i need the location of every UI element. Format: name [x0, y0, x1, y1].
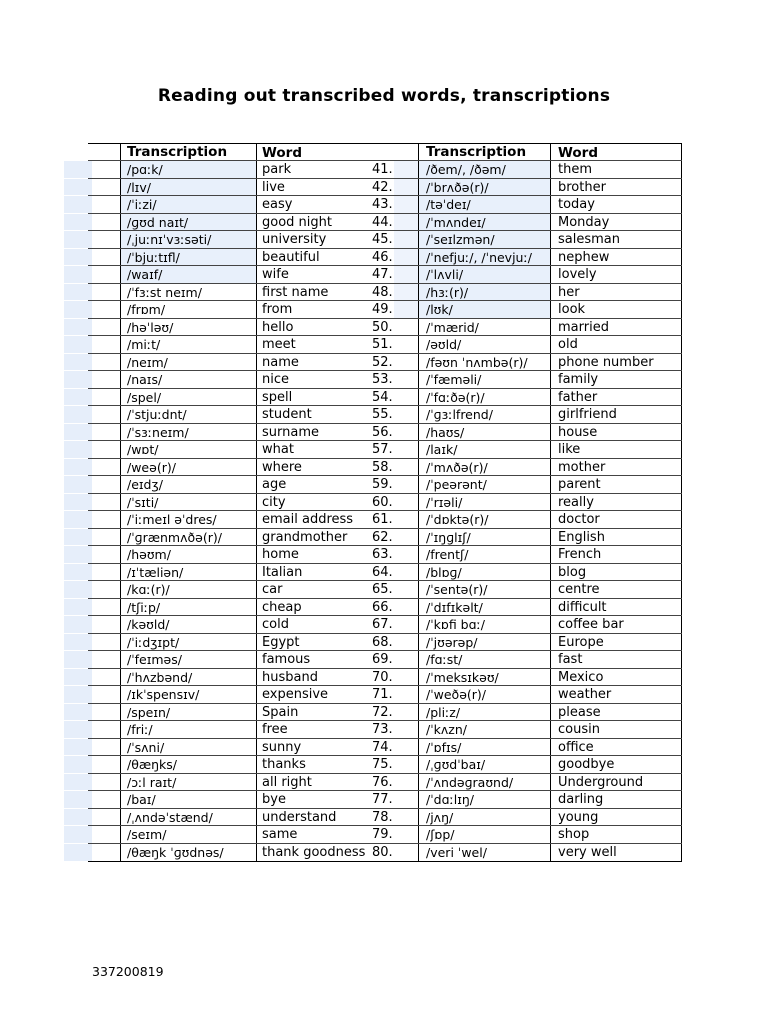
word-cell: goodbye — [550, 756, 682, 773]
word-cell: same — [256, 826, 396, 843]
left-number-cell — [88, 791, 120, 808]
table-header-row — [88, 144, 682, 161]
word-cell: car — [256, 581, 396, 598]
row-number: 65. — [372, 582, 393, 597]
word-cell: what — [256, 441, 396, 458]
transcription-cell: /friː/ — [120, 721, 256, 738]
table-row — [88, 634, 682, 652]
transcription-header-left: Transcription — [120, 144, 256, 160]
transcription-cell: /ˈseɪlzmən/ — [418, 231, 550, 248]
table-row — [88, 319, 682, 337]
left-number-cell — [88, 459, 120, 476]
word-cell: her — [550, 284, 682, 301]
left-number-cell — [88, 826, 120, 843]
word-cell: city — [256, 494, 396, 511]
word-cell: phone number — [550, 354, 682, 371]
row-number: 66. — [372, 599, 393, 615]
word-cell: today — [550, 196, 682, 213]
row-number: 63. — [372, 547, 393, 562]
word-cell: Egypt — [256, 634, 396, 651]
row-number: 56. — [372, 424, 393, 440]
word-cell: first name — [256, 284, 396, 301]
transcription-cell: /fɑːst/ — [418, 651, 550, 668]
table-row — [88, 179, 682, 197]
word-cell: wife — [256, 266, 396, 283]
row-number: 69. — [372, 652, 393, 667]
word-cell: student — [256, 406, 396, 423]
transcription-cell: /ˈpeərənt/ — [418, 476, 550, 493]
row-number: 67. — [372, 617, 393, 632]
word-cell: all right — [256, 774, 396, 791]
row-number: 76. — [372, 774, 393, 790]
word-cell: really — [550, 494, 682, 511]
transcription-cell: /ˈmærid/ — [418, 319, 550, 336]
row-number: 46. — [372, 249, 393, 265]
transcription-cell: /miːt/ — [120, 336, 256, 353]
left-number-cell — [88, 494, 120, 511]
word-cell: shop — [550, 826, 682, 843]
table-row — [88, 739, 682, 757]
word-header-left: Word — [256, 144, 396, 160]
row-number: 79. — [372, 827, 393, 842]
left-number-cell — [88, 371, 120, 388]
word-cell: thanks — [256, 756, 396, 773]
word-cell: Mexico — [550, 669, 682, 686]
transcription-cell: /ˈnefjuː/, /ˈnevjuː/ — [418, 249, 550, 266]
word-cell: French — [550, 546, 682, 563]
row-number: 64. — [372, 564, 393, 580]
table-row — [88, 599, 682, 617]
transcription-cell: /ˈbjuːtɪfl/ — [120, 249, 256, 266]
row-number: 51. — [372, 337, 393, 352]
row-number: 42. — [372, 179, 393, 195]
row-number: 52. — [372, 354, 393, 370]
table-row — [88, 791, 682, 809]
transcription-cell: /ɪˈtæliən/ — [120, 564, 256, 581]
left-number-cell — [88, 424, 120, 441]
word-cell: mother — [550, 459, 682, 476]
transcription-cell: /ˈweðə(r)/ — [418, 686, 550, 703]
left-number-cell — [88, 634, 120, 651]
table-row — [88, 441, 682, 459]
transcription-cell: /spel/ — [120, 389, 256, 406]
row-number: 80. — [372, 844, 393, 860]
left-number-cell — [88, 249, 120, 266]
word-cell: old — [550, 336, 682, 353]
word-cell: young — [550, 809, 682, 826]
table-row — [88, 301, 682, 319]
word-cell: free — [256, 721, 396, 738]
word-cell: thank goodness — [256, 844, 396, 862]
word-cell: very well — [550, 844, 682, 862]
table-row — [88, 284, 682, 302]
table-row — [88, 459, 682, 477]
transcription-cell: /ˈiːmeɪl əˈdres/ — [120, 511, 256, 528]
table-row — [88, 564, 682, 582]
word-cell: look — [550, 301, 682, 318]
transcription-cell: /baɪ/ — [120, 791, 256, 808]
row-number: 68. — [372, 634, 393, 650]
word-cell: name — [256, 354, 396, 371]
transcription-cell: /ˈfæməli/ — [418, 371, 550, 388]
word-cell: office — [550, 739, 682, 756]
left-number-cell — [88, 546, 120, 563]
table-row — [88, 704, 682, 722]
word-cell: university — [256, 231, 396, 248]
left-number-cell — [88, 774, 120, 791]
page-title: Reading out transcribed words, transcriptions — [157, 86, 611, 106]
word-cell: brother — [550, 179, 682, 196]
word-cell: sunny — [256, 739, 396, 756]
left-number-cell — [88, 389, 120, 406]
word-cell: centre — [550, 581, 682, 598]
word-cell: lovely — [550, 266, 682, 283]
left-number-cell — [88, 196, 120, 213]
table-row — [88, 686, 682, 704]
transcription-cell: /frentʃ/ — [418, 546, 550, 563]
left-number-cell — [88, 284, 120, 301]
table-row — [88, 249, 682, 267]
left-number-cell — [88, 756, 120, 773]
transcription-cell: /ˈiːzi/ — [120, 196, 256, 213]
transcription-cell: /fəʊn ˈnʌmbə(r)/ — [418, 354, 550, 371]
transcription-cell: /ˈdɪfɪkəlt/ — [418, 599, 550, 616]
row-number: 77. — [372, 792, 393, 807]
left-number-cell — [88, 266, 120, 283]
transcription-cell: /ˈɒfɪs/ — [418, 739, 550, 756]
transcription-cell: /ɪkˈspensɪv/ — [120, 686, 256, 703]
word-cell: blog — [550, 564, 682, 581]
word-cell: married — [550, 319, 682, 336]
left-number-cell — [88, 599, 120, 616]
row-number: 62. — [372, 529, 393, 545]
transcription-cell: /blɒɡ/ — [418, 564, 550, 581]
word-cell: nice — [256, 371, 396, 388]
transcription-cell: /θæŋk ˈɡʊdnəs/ — [120, 844, 256, 862]
row-number: 47. — [372, 267, 393, 282]
transcription-cell: /θæŋks/ — [120, 756, 256, 773]
transcription-cell: /ˌʌndəˈstænd/ — [120, 809, 256, 826]
word-cell: like — [550, 441, 682, 458]
word-cell: easy — [256, 196, 396, 213]
table-row — [88, 214, 682, 232]
row-number: 54. — [372, 389, 393, 405]
word-cell: cousin — [550, 721, 682, 738]
table-row — [88, 616, 682, 634]
row-number: 71. — [372, 687, 393, 702]
transcription-cell: /laɪk/ — [418, 441, 550, 458]
transcription-cell: /veri ˈwel/ — [418, 844, 550, 862]
row-number: 74. — [372, 739, 393, 755]
word-cell: where — [256, 459, 396, 476]
table-row — [88, 721, 682, 739]
transcription-cell: /ʃɒp/ — [418, 826, 550, 843]
row-number: 48. — [372, 284, 393, 300]
transcription-cell: /naɪs/ — [120, 371, 256, 388]
transcription-cell: /ˈsentə(r)/ — [418, 581, 550, 598]
table-row — [88, 844, 682, 862]
word-cell: English — [550, 529, 682, 546]
word-cell: live — [256, 179, 396, 196]
word-cell: bye — [256, 791, 396, 808]
left-number-cell — [88, 581, 120, 598]
transcription-cell: /ˈlʌvli/ — [418, 266, 550, 283]
transcription-cell: /ˈfɑːðə(r)/ — [418, 389, 550, 406]
transcription-cell: /ˌjuːnɪˈvɜːsəti/ — [120, 231, 256, 248]
transcription-cell: /lɪv/ — [120, 179, 256, 196]
left-number-cell — [88, 686, 120, 703]
row-number: 44. — [372, 214, 393, 230]
transcription-cell: /ɔːl raɪt/ — [120, 774, 256, 791]
transcription-cell: /ˈmʌðə(r)/ — [418, 459, 550, 476]
transcription-cell: /ˈɪŋɡlɪʃ/ — [418, 529, 550, 546]
left-number-cell — [88, 564, 120, 581]
transcription-cell: /ɡʊd naɪt/ — [120, 214, 256, 231]
transcription-cell: /ˈrɪəli/ — [418, 494, 550, 511]
word-cell: beautiful — [256, 249, 396, 266]
transcription-cell: /kəʊld/ — [120, 616, 256, 633]
transcription-cell: /speɪn/ — [120, 704, 256, 721]
transcription-cell: /ˈhʌzbənd/ — [120, 669, 256, 686]
transcription-cell: /ˈʌndəɡraʊnd/ — [418, 774, 550, 791]
word-cell: father — [550, 389, 682, 406]
vocabulary-table — [88, 143, 682, 862]
table-row — [88, 756, 682, 774]
word-cell: spell — [256, 389, 396, 406]
left-number-cell — [88, 441, 120, 458]
word-cell: email address — [256, 511, 396, 528]
word-cell: hello — [256, 319, 396, 336]
transcription-cell: /həˈləʊ/ — [120, 319, 256, 336]
left-number-cell — [88, 511, 120, 528]
left-number-header — [88, 144, 120, 160]
document-id: 337200819 — [92, 964, 164, 979]
word-cell: grandmother — [256, 529, 396, 546]
word-cell: Europe — [550, 634, 682, 651]
table-row — [88, 669, 682, 687]
transcription-cell: /pliːz/ — [418, 704, 550, 721]
row-number: 45. — [372, 232, 393, 247]
left-number-cell — [88, 179, 120, 196]
row-number: 55. — [372, 407, 393, 422]
transcription-cell: /ˈjʊərəp/ — [418, 634, 550, 651]
word-cell: park — [256, 161, 396, 178]
left-number-cell — [88, 529, 120, 546]
word-cell: meet — [256, 336, 396, 353]
transcription-cell: /hɜː(r)/ — [418, 284, 550, 301]
table-row — [88, 371, 682, 389]
transcription-cell: /ˈiːdʒɪpt/ — [120, 634, 256, 651]
word-cell: them — [550, 161, 682, 178]
row-number: 75. — [372, 757, 393, 772]
transcription-cell: /ˈkʌzn/ — [418, 721, 550, 738]
row-number: 57. — [372, 442, 393, 457]
word-cell: weather — [550, 686, 682, 703]
left-number-cell — [88, 214, 120, 231]
transcription-cell: /həʊm/ — [120, 546, 256, 563]
word-cell: difficult — [550, 599, 682, 616]
transcription-cell: /ˌɡʊdˈbaɪ/ — [418, 756, 550, 773]
table-row — [88, 546, 682, 564]
word-cell: coffee bar — [550, 616, 682, 633]
transcription-cell: /ˈdɑːlɪŋ/ — [418, 791, 550, 808]
word-cell: Monday — [550, 214, 682, 231]
transcription-cell: /eɪdʒ/ — [120, 476, 256, 493]
table-row — [88, 196, 682, 214]
table-body — [88, 161, 682, 861]
transcription-cell: /waɪf/ — [120, 266, 256, 283]
table-row — [88, 529, 682, 547]
word-cell: parent — [550, 476, 682, 493]
left-number-cell — [88, 721, 120, 738]
row-number: 61. — [372, 512, 393, 527]
transcription-cell: /ˈkɒfi bɑː/ — [418, 616, 550, 633]
transcription-cell: /jʌŋ/ — [418, 809, 550, 826]
left-number-cell — [88, 231, 120, 248]
table-row — [88, 266, 682, 284]
transcription-cell: /kɑː(r)/ — [120, 581, 256, 598]
row-number: 53. — [372, 372, 393, 387]
word-cell: from — [256, 301, 396, 318]
word-cell: cheap — [256, 599, 396, 616]
word-cell: expensive — [256, 686, 396, 703]
transcription-cell: /təˈdeɪ/ — [418, 196, 550, 213]
table-row — [88, 511, 682, 529]
transcription-cell: /ˈmʌndeɪ/ — [418, 214, 550, 231]
transcription-cell: /wɒt/ — [120, 441, 256, 458]
transcription-cell: /ˈsʌni/ — [120, 739, 256, 756]
word-cell: darling — [550, 791, 682, 808]
word-cell: please — [550, 704, 682, 721]
left-number-cell — [88, 704, 120, 721]
transcription-cell: /ˈsɪti/ — [120, 494, 256, 511]
word-cell: salesman — [550, 231, 682, 248]
word-cell: understand — [256, 809, 396, 826]
word-cell: age — [256, 476, 396, 493]
transcription-cell: /tʃiːp/ — [120, 599, 256, 616]
table-row — [88, 354, 682, 372]
row-number: 43. — [372, 197, 393, 212]
transcription-cell: /lʊk/ — [418, 301, 550, 318]
left-number-cell — [88, 336, 120, 353]
word-cell: Italian — [256, 564, 396, 581]
transcription-cell: /ðem/, /ðəm/ — [418, 161, 550, 178]
word-cell: Spain — [256, 704, 396, 721]
left-number-cell — [88, 809, 120, 826]
table-row — [88, 494, 682, 512]
left-number-cell — [88, 844, 120, 862]
transcription-cell: /frɒm/ — [120, 301, 256, 318]
transcription-cell: /neɪm/ — [120, 354, 256, 371]
table-row — [88, 161, 682, 179]
table-row — [88, 389, 682, 407]
table-row — [88, 651, 682, 669]
transcription-cell: /ˈmeksɪkəʊ/ — [418, 669, 550, 686]
table-row — [88, 336, 682, 354]
table-row — [88, 774, 682, 792]
table-row — [88, 424, 682, 442]
row-number: 49. — [372, 302, 393, 317]
table-row — [88, 476, 682, 494]
left-number-cell — [88, 651, 120, 668]
transcription-cell: /pɑːk/ — [120, 161, 256, 178]
left-number-cell — [88, 319, 120, 336]
transcription-header-right: Transcription — [418, 144, 550, 160]
row-number: 70. — [372, 669, 393, 685]
left-number-cell — [88, 354, 120, 371]
word-cell: famous — [256, 651, 396, 668]
left-number-cell — [88, 301, 120, 318]
word-cell: surname — [256, 424, 396, 441]
transcription-cell: /haʊs/ — [418, 424, 550, 441]
transcription-cell: /weə(r)/ — [120, 459, 256, 476]
word-header-right: Word — [550, 144, 682, 160]
word-cell: good night — [256, 214, 396, 231]
transcription-cell: /ˈɡɜːlfrend/ — [418, 406, 550, 423]
transcription-cell: /ˈdɒktə(r)/ — [418, 511, 550, 528]
left-number-cell — [88, 739, 120, 756]
row-number: 41. — [372, 162, 393, 177]
transcription-cell: /seɪm/ — [120, 826, 256, 843]
transcription-cell: /əʊld/ — [418, 336, 550, 353]
row-number: 58. — [372, 459, 393, 475]
transcription-cell: /ˈstjuːdnt/ — [120, 406, 256, 423]
word-cell: Underground — [550, 774, 682, 791]
transcription-cell: /ˈsɜːneɪm/ — [120, 424, 256, 441]
row-number: 59. — [372, 477, 393, 492]
table-row — [88, 826, 682, 844]
word-cell: home — [256, 546, 396, 563]
row-number: 72. — [372, 704, 393, 720]
transcription-cell: /ˈfeɪməs/ — [120, 651, 256, 668]
table-row — [88, 809, 682, 827]
word-cell: family — [550, 371, 682, 388]
word-cell: house — [550, 424, 682, 441]
word-cell: husband — [256, 669, 396, 686]
left-number-cell — [88, 616, 120, 633]
word-cell: nephew — [550, 249, 682, 266]
transcription-cell: /ˈbrʌðə(r)/ — [418, 179, 550, 196]
row-number: 50. — [372, 319, 393, 335]
left-number-cell — [88, 406, 120, 423]
table-row — [88, 581, 682, 599]
row-number: 60. — [372, 494, 393, 510]
row-number: 78. — [372, 809, 393, 825]
row-number: 73. — [372, 722, 393, 737]
transcription-cell: /ˈfɜːst neɪm/ — [120, 284, 256, 301]
left-number-cell — [88, 669, 120, 686]
left-number-cell — [88, 161, 120, 178]
left-number-cell — [88, 476, 120, 493]
table-row — [88, 406, 682, 424]
table-row — [88, 231, 682, 249]
word-cell: girlfriend — [550, 406, 682, 423]
transcription-cell: /ˈɡrænmʌðə(r)/ — [120, 529, 256, 546]
word-cell: fast — [550, 651, 682, 668]
word-cell: doctor — [550, 511, 682, 528]
word-cell: cold — [256, 616, 396, 633]
